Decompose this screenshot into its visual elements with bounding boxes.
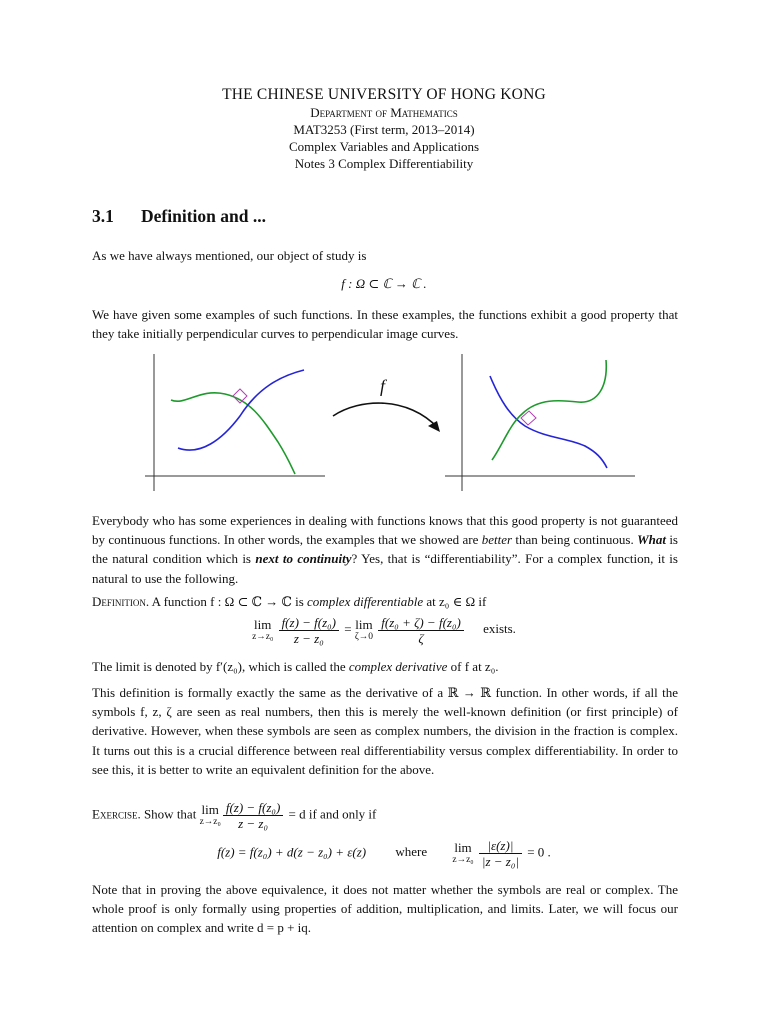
- where-word: where: [395, 844, 428, 860]
- next-to-continuity-emphasis: next to continuity: [255, 551, 352, 567]
- complex-derivative-term: complex derivative: [348, 659, 448, 674]
- definition-text-1: A function f : Ω ⊂ ℂ → ℂ is: [149, 594, 308, 609]
- lim-word-1: lim: [254, 616, 272, 632]
- course-title: Complex Variables and Applications: [288, 139, 480, 154]
- everybody-text-4: ? Yes, that is “differentiability”. For a complex function, it is natural to use the following.: [92, 551, 678, 586]
- arrow-head: [428, 421, 440, 432]
- lim-sub-1: z→z₀: [252, 631, 274, 642]
- examples-paragraph: We have given some examples of such functions. In these examples, the functions exhibit a good property that they take initially perpendicular curves to perpendicular image curves.: [92, 307, 678, 342]
- lim-sub-2: ζ→0: [354, 631, 374, 642]
- definition-label: Definition.: [92, 594, 150, 609]
- exercise-numerator: f(z) − f(z₀): [223, 800, 283, 816]
- better-emphasis: better: [481, 532, 513, 548]
- everybody-text-3: is the natural condition which is: [92, 532, 678, 567]
- fraction-1-numerator: f(z) − f(z₀): [279, 615, 339, 631]
- equivalence-lim-word: lim: [454, 839, 472, 855]
- exercise-text-2: = d if and only if: [285, 806, 377, 822]
- document-header: [0, 86, 768, 172]
- course-code: MAT3253 (First term, 2013–2014): [293, 122, 475, 137]
- fraction-2-denominator: ζ: [418, 631, 424, 646]
- exercise-fraction: [223, 800, 283, 831]
- limit-text-1: The limit is denoted by f′(z₀), which is called the: [92, 659, 349, 674]
- everybody-text-1: Everybody who has some experiences in dealing with functions knows that this good property is not guaranteed by continuous functions. In other words, the examples that we showed are: [92, 513, 678, 548]
- formal-paragraph: This definition is formally exactly the same as the derivative of a ℝ → ℝ function. In other words, if all the symbols f, z, ζ are seen as real numbers, then this is merely the well-known definition (or first principle) of derivative. However, when these symbols are seen as complex numbers, the division in the fraction is complex. It turns out this is a crucial difference between real differentiability versus complex differentiability. In order to see this, it is better to write an equivalent definition for the above.: [92, 685, 678, 777]
- equivalence-numerator: |ε(z)|: [479, 838, 522, 854]
- equivalence-limit: [452, 841, 473, 867]
- equivalence-formula: [0, 838, 768, 869]
- left-blue-curve: [178, 370, 304, 450]
- equivalence-rhs: = 0 .: [527, 844, 551, 860]
- notes-title: Notes 3 Complex Differentiability: [294, 156, 474, 171]
- equals-sign: =: [344, 621, 352, 637]
- mapping-arrow: [333, 403, 438, 428]
- fraction-1: [279, 615, 339, 646]
- section-title: Definition and ...: [141, 206, 266, 226]
- exercise-paragraph: [92, 800, 678, 831]
- left-right-angle-marker: [233, 389, 247, 403]
- section-heading: [92, 206, 266, 227]
- everybody-text-2: than being continuous.: [512, 532, 638, 548]
- complex-differentiable-term: complex differentiable: [307, 594, 424, 609]
- everybody-paragraph: [92, 511, 678, 588]
- perpendicular-curves-figure: [0, 346, 768, 496]
- map-formula-text: f : Ω ⊂ ℂ → ℂ .: [341, 276, 427, 291]
- equivalence-lhs: f(z) = f(z₀) + d(z − z₀) + ε(z): [217, 844, 367, 860]
- limit-denoted-paragraph: [92, 657, 678, 676]
- limit-2: [355, 618, 373, 644]
- exercise-lim-word: lim: [201, 801, 219, 817]
- map-formula: [0, 276, 768, 292]
- exercise-label: Exercise.: [92, 806, 141, 822]
- exercise-lim-sub: z→z₀: [199, 816, 221, 827]
- exercise-denominator: z − z₀: [238, 816, 269, 831]
- fraction-1-denominator: z − z₀: [293, 631, 324, 646]
- definition-text-2: at z₀ ∈ Ω if: [423, 594, 487, 609]
- fraction-2: [378, 615, 464, 646]
- limit-text-2: of f at z₀.: [447, 659, 499, 674]
- note-paragraph: Note that in proving the above equivalence, it does not matter whether the symbols are real or complex. The whole proof is only formally using properties of addition, multiplication, and limits. Later, we will focus our attention on complex and write d = p + iq.: [92, 882, 678, 936]
- equivalence-lim-sub: z→z₀: [452, 854, 474, 865]
- exists-word: exists.: [483, 621, 516, 637]
- limit-1: [252, 618, 273, 644]
- what-emphasis: What: [637, 532, 666, 548]
- university-name: THE CHINESE UNIVERSITY OF HONG KONG: [222, 86, 546, 103]
- section-number: 3.1: [92, 206, 114, 226]
- exercise-limit: [200, 803, 221, 829]
- definition-paragraph: [92, 592, 678, 611]
- intro-paragraph: As we have always mentioned, our object of study is: [92, 248, 367, 263]
- left-green-curve: [171, 393, 295, 474]
- limit-formula: [0, 615, 768, 646]
- department-name: Department of Mathematics: [310, 105, 458, 120]
- arrow-label: f: [380, 376, 386, 396]
- equivalence-fraction: [479, 838, 522, 869]
- lim-word-2: lim: [355, 616, 373, 632]
- exercise-text-1: Show that: [140, 806, 200, 822]
- fraction-2-numerator: f(z₀ + ζ) − f(z₀): [378, 615, 464, 631]
- equivalence-denominator: |z − z₀|: [481, 854, 519, 869]
- right-blue-curve: [490, 376, 607, 468]
